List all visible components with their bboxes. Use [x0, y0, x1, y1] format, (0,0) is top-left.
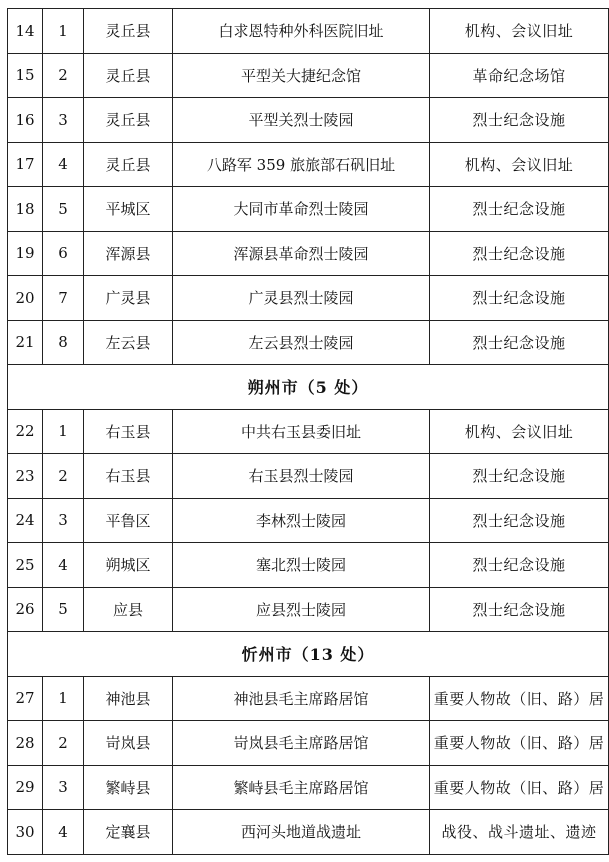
- row-number-cell: 24: [8, 498, 43, 543]
- section-title: 朔州市（5 处）: [8, 365, 609, 410]
- site-name-cell: 岢岚县毛主席路居馆: [173, 721, 430, 766]
- table-row: [8, 810, 609, 855]
- sub-number-cell: 4: [43, 543, 84, 588]
- row-number-cell: 23: [8, 454, 43, 499]
- section-header-row: [8, 632, 609, 677]
- category-cell: 烈士纪念设施: [430, 320, 609, 365]
- table-row: [8, 587, 609, 632]
- sub-number-cell: 2: [43, 454, 84, 499]
- county-cell: 平城区: [84, 187, 173, 232]
- county-cell: 灵丘县: [84, 9, 173, 54]
- county-cell: 浑源县: [84, 231, 173, 276]
- sub-number-cell: 8: [43, 320, 84, 365]
- table-row: [8, 543, 609, 588]
- sub-number-cell: 5: [43, 187, 84, 232]
- site-name-cell: 左云县烈士陵园: [173, 320, 430, 365]
- site-name-cell: 广灵县烈士陵园: [173, 276, 430, 321]
- county-cell: 右玉县: [84, 409, 173, 454]
- county-cell: 灵丘县: [84, 98, 173, 143]
- county-cell: 应县: [84, 587, 173, 632]
- county-cell: 定襄县: [84, 810, 173, 855]
- row-number-cell: 20: [8, 276, 43, 321]
- county-cell: 神池县: [84, 676, 173, 721]
- sub-number-cell: 6: [43, 231, 84, 276]
- table-row: [8, 276, 609, 321]
- category-cell: 机构、会议旧址: [430, 9, 609, 54]
- category-cell: 烈士纪念设施: [430, 543, 609, 588]
- county-cell: 左云县: [84, 320, 173, 365]
- table-row: [8, 9, 609, 54]
- table-row: [8, 765, 609, 810]
- sub-number-cell: 5: [43, 587, 84, 632]
- table-row: [8, 53, 609, 98]
- category-cell: 重要人物故（旧、路）居: [430, 676, 609, 721]
- category-cell: 烈士纪念设施: [430, 276, 609, 321]
- sub-number-cell: 3: [43, 98, 84, 143]
- row-number-cell: 15: [8, 53, 43, 98]
- sub-number-cell: 4: [43, 142, 84, 187]
- heritage-sites-table: [7, 8, 609, 855]
- site-name-cell: 应县烈士陵园: [173, 587, 430, 632]
- row-number-cell: 30: [8, 810, 43, 855]
- row-number-cell: 19: [8, 231, 43, 276]
- site-name-cell: 八路军 359 旅旅部石矾旧址: [173, 142, 430, 187]
- county-cell: 灵丘县: [84, 142, 173, 187]
- sub-number-cell: 1: [43, 409, 84, 454]
- table-body: [8, 9, 609, 855]
- category-cell: 革命纪念场馆: [430, 53, 609, 98]
- site-name-cell: 白求恩特种外科医院旧址: [173, 9, 430, 54]
- sub-number-cell: 1: [43, 9, 84, 54]
- sub-number-cell: 2: [43, 721, 84, 766]
- section-title: 忻州市（13 处）: [8, 632, 609, 677]
- category-cell: 烈士纪念设施: [430, 98, 609, 143]
- county-cell: 广灵县: [84, 276, 173, 321]
- table-row: [8, 187, 609, 232]
- category-cell: 机构、会议旧址: [430, 409, 609, 454]
- table-row: [8, 498, 609, 543]
- sub-number-cell: 1: [43, 676, 84, 721]
- county-cell: 朔城区: [84, 543, 173, 588]
- table-row: [8, 409, 609, 454]
- row-number-cell: 21: [8, 320, 43, 365]
- row-number-cell: 25: [8, 543, 43, 588]
- table-row: [8, 98, 609, 143]
- category-cell: 重要人物故（旧、路）居: [430, 721, 609, 766]
- row-number-cell: 17: [8, 142, 43, 187]
- site-name-cell: 平型关大捷纪念馆: [173, 53, 430, 98]
- category-cell: 烈士纪念设施: [430, 454, 609, 499]
- table-row: [8, 454, 609, 499]
- site-name-cell: 大同市革命烈士陵园: [173, 187, 430, 232]
- sub-number-cell: 3: [43, 498, 84, 543]
- table-row: [8, 231, 609, 276]
- site-name-cell: 神池县毛主席路居馆: [173, 676, 430, 721]
- table-row: [8, 676, 609, 721]
- row-number-cell: 14: [8, 9, 43, 54]
- category-cell: 烈士纪念设施: [430, 587, 609, 632]
- row-number-cell: 29: [8, 765, 43, 810]
- row-number-cell: 16: [8, 98, 43, 143]
- sub-number-cell: 4: [43, 810, 84, 855]
- category-cell: 机构、会议旧址: [430, 142, 609, 187]
- site-name-cell: 平型关烈士陵园: [173, 98, 430, 143]
- site-name-cell: 西河头地道战遗址: [173, 810, 430, 855]
- sub-number-cell: 3: [43, 765, 84, 810]
- row-number-cell: 27: [8, 676, 43, 721]
- table-row: [8, 320, 609, 365]
- category-cell: 烈士纪念设施: [430, 498, 609, 543]
- site-name-cell: 繁峙县毛主席路居馆: [173, 765, 430, 810]
- row-number-cell: 28: [8, 721, 43, 766]
- category-cell: 烈士纪念设施: [430, 231, 609, 276]
- site-name-cell: 塞北烈士陵园: [173, 543, 430, 588]
- row-number-cell: 18: [8, 187, 43, 232]
- site-name-cell: 中共右玉县委旧址: [173, 409, 430, 454]
- section-header-row: [8, 365, 609, 410]
- category-cell: 战役、战斗遗址、遗迹: [430, 810, 609, 855]
- site-name-cell: 李林烈士陵园: [173, 498, 430, 543]
- county-cell: 灵丘县: [84, 53, 173, 98]
- row-number-cell: 26: [8, 587, 43, 632]
- table-row: [8, 142, 609, 187]
- category-cell: 重要人物故（旧、路）居: [430, 765, 609, 810]
- county-cell: 繁峙县: [84, 765, 173, 810]
- county-cell: 右玉县: [84, 454, 173, 499]
- table-row: [8, 721, 609, 766]
- site-name-cell: 浑源县革命烈士陵园: [173, 231, 430, 276]
- sub-number-cell: 2: [43, 53, 84, 98]
- sub-number-cell: 7: [43, 276, 84, 321]
- county-cell: 岢岚县: [84, 721, 173, 766]
- category-cell: 烈士纪念设施: [430, 187, 609, 232]
- row-number-cell: 22: [8, 409, 43, 454]
- site-name-cell: 右玉县烈士陵园: [173, 454, 430, 499]
- county-cell: 平鲁区: [84, 498, 173, 543]
